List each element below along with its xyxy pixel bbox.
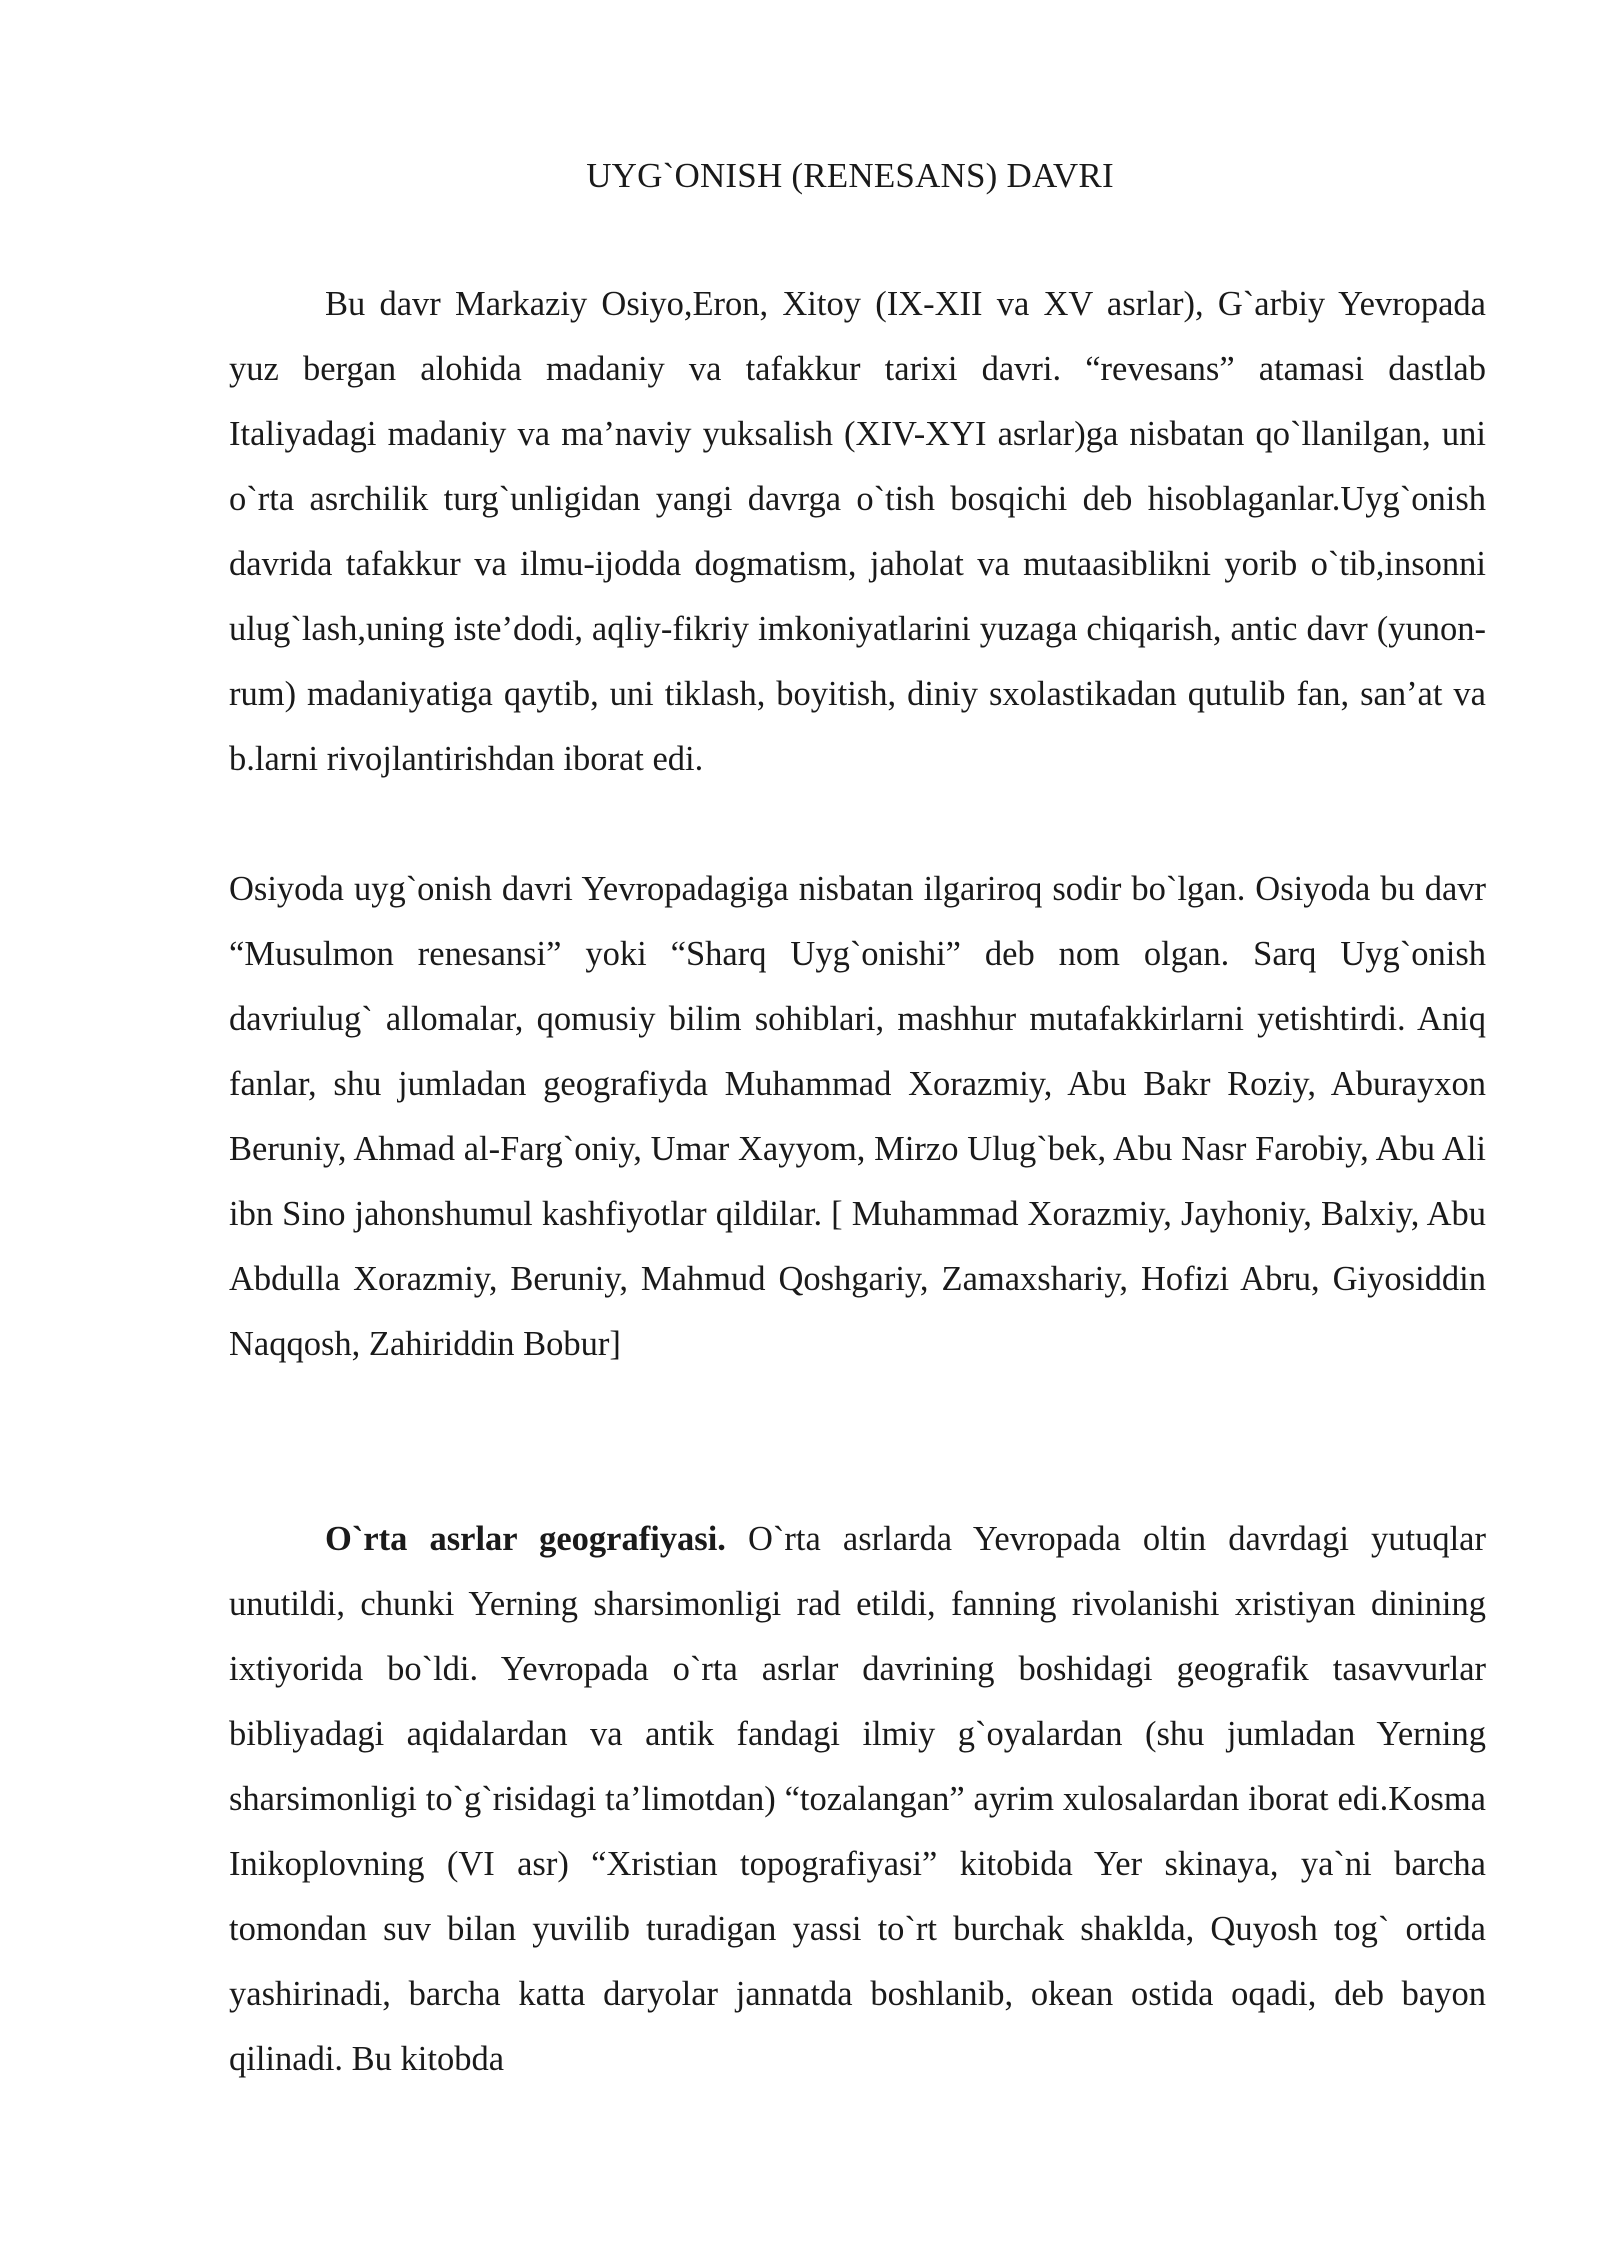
page-title: UYG`ONISH (RENESANS) DAVRI: [586, 156, 1114, 195]
paragraph-medieval-geography-text: O`rta asrlarda Yevropada oltin davrdagi yutuqlar unutildi, chunki Yerning sharsimonligi rad etildi, fanning rivolanishi xristiyan dinining ixtiyorida bo`ldi. Yevropada o`rta asrlar davrining boshidagi geografik tasavvurlar bibliyadagi aqidalardan va antik fandagi ilmiy g`oyalardan (shu jumladan Yerning sharsimonligi to`g`risidagi ta’limotdan) “tozalangan” ayrim xulosalardan iborat edi.Kosma Inikoplovning (VI asr) “Xristian topografiyasi” kitobida Yer skinaya, ya`ni barcha tomondan suv bilan yuvilib turadigan yassi to`rt burchak shakldа, Quyosh tog` ortida yashirinadi, barcha katta daryolar jannatda boshlanib, okean ostida oqadi, deb bayon qilinadi. Bu kitobda: [229, 1520, 1486, 2078]
paragraph-renaissance-intro: Bu davr Markaziy Osiyo,Eron, Xitoy (IX-XII va XV asrlar), G`arbiy Yevropada yuz bergan alohida madaniy va tafakkur tarixi davri. “revesans” atamasi dastlab Italiyadagi madaniy va ma’naviy yuksalish (XIV-XYI asrlar)ga nisbatan qo`llanilgan, uni o`rta asrchilik turg`unligidan yangi davrga o`tish bosqichi deb hisoblaganlar.Uyg`onish davrida tafakkur va ilmu-ijodda dogmatism, jaholat va mutaasiblikni yorib o`tib,insonni ulug`lash,uning iste’dodi, aqliy-fikriy imkoniyatlarini yuzaga chiqarish, antic davr (yunon-rum) madaniyatiga qaytib, uni tiklash, boyitish, diniy sxolastikadan qutulib fan, san’at va b.larni rivojlantirishdan iborat edi.: [229, 285, 1486, 778]
section-heading-medieval-geography: O`rta asrlar geografiyasi.: [325, 1520, 726, 1558]
paragraph-asian-renaissance: Osiyoda uyg`onish davri Yevropadagiga nisbatan ilgariroq sodir bo`lgan. Osiyoda bu davr “Musulmon renesansi” yoki “Sharq Uyg`onishi” deb nom olgan. Sarq Uyg`onish davriulug` allomalar, qomusiy bilim sohiblari, mashhur mutafakkirlarni yetishtirdi. Aniq fanlar, shu jumladan geografiyda Muhammad Xorazmiy, Abu Bakr Roziy, Aburayxon Beruniy, Ahmad al-Farg`oniy, Umar Xayyom, Mirzo Ulug`bek, Abu Nasr Farobiy, Abu Ali ibn Sino jahonshumul kashfiyotlar qildilar. [ Muhammad Xorazmiy, Jayhoniy, Balxiy, Abu Abdulla Xorazmiy, Beruniy, Mahmud Qoshgariy, Zamaxshariy, Hofizi Abru, Giyosiddin Naqqosh, Zahiriddin Bobur]: [229, 870, 1486, 1363]
paragraph-medieval-geography: [229, 1507, 1486, 2092]
